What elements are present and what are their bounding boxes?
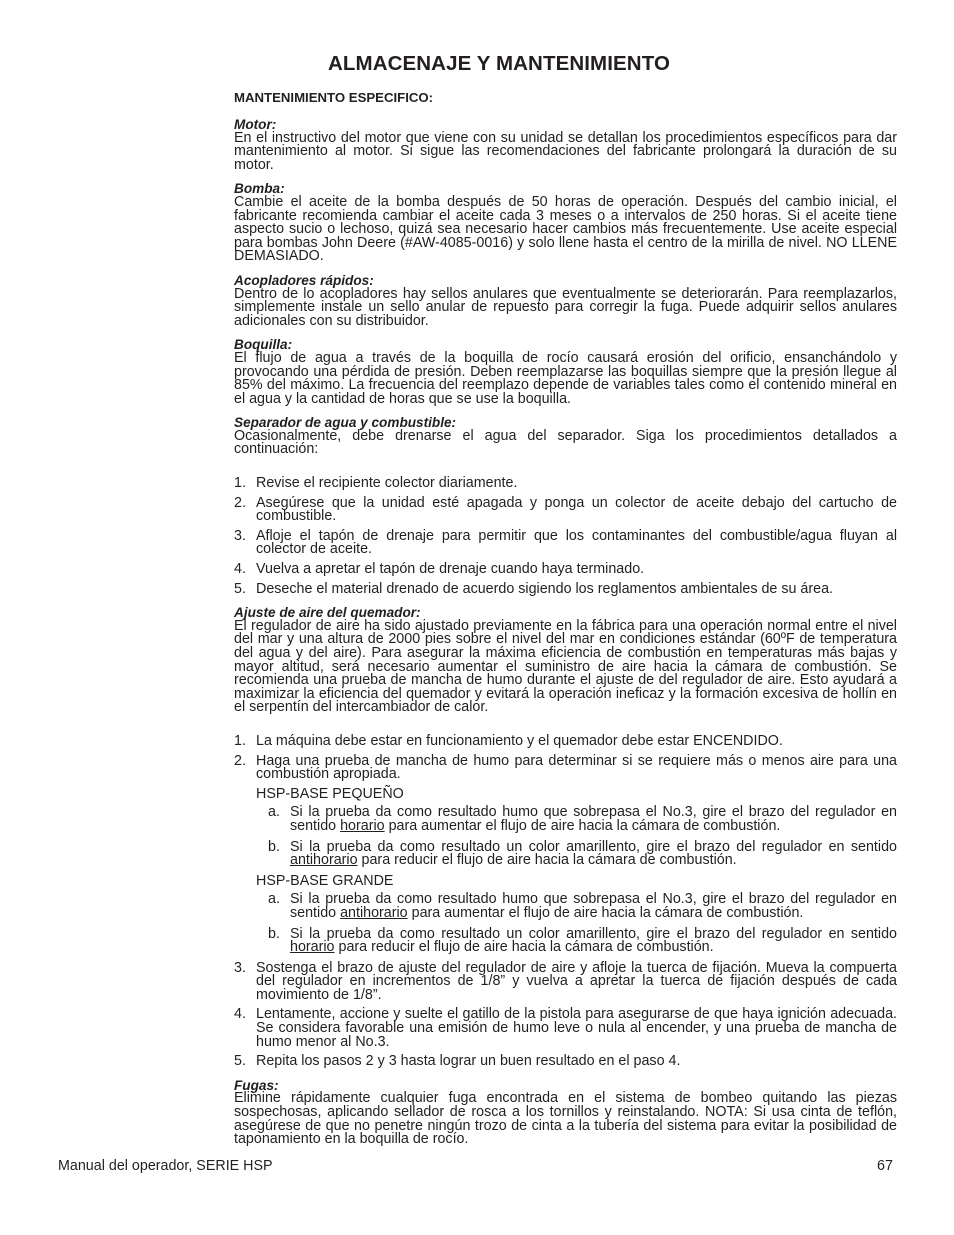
underlined-direction: horario	[290, 939, 335, 956]
step-text: Deseche el material drenado de acuerdo sigiendo los reglamentos ambientales de su área.	[256, 580, 833, 597]
list-item	[234, 477, 897, 491]
step-number: 4.	[234, 561, 246, 578]
list-item	[234, 752, 897, 956]
bomba-text: Cambie el aceite de la bomba después de 50 horas de operación. Después del cambio inicial, el fabricante recomienda cambiar el aceite cada 3 meses o a intervalos de 250 horas. Si el aceite tiene aspecto sucio o lechoso, quizá sea necesario hacer cambios más frecuentemente. Use aceite especial para bombas John Deere (#AW-4085-0016) y solo llene hasta el centro de la mirilla de nivel. NO LLENE DEMASIADO.	[234, 193, 897, 265]
step-number: 1.	[234, 475, 246, 492]
section-acopladores	[234, 274, 897, 328]
fugas-title: Fugas:	[234, 1077, 279, 1093]
sub-step-text: Si la prueba da como resultado humo que sobrepasa el No.3, gire el brazo del regulador en sentido	[290, 804, 897, 834]
page-content	[234, 90, 897, 1157]
sub-step-letter: a.	[268, 891, 280, 908]
sub-step-text: para reducir el flujo de aire hacia la cámara de combustión.	[357, 852, 737, 869]
section-quemador	[234, 606, 897, 1069]
page-number: 67	[877, 1158, 893, 1174]
underlined-direction: horario	[340, 817, 385, 834]
step-number: 3.	[234, 959, 246, 976]
pequeno-sub-steps	[256, 806, 897, 867]
underlined-direction: antihorario	[340, 904, 408, 921]
section-boquilla	[234, 338, 897, 406]
list-item	[234, 959, 897, 1003]
quemador-title: Ajuste de aire del quemador:	[234, 605, 421, 621]
acopladores-text: Dentro de lo acopladores hay sellos anulares que eventualmente se deteriorarán. Para reemplazarlos, simplemente instale un sello anular de repuesto para corregir la fuga. Puede adquirir sellos anulares adicionales con su distribuidor.	[234, 285, 897, 329]
sub-step-text: para reducir el flujo de aire hacia la cámara de combustión.	[334, 939, 714, 956]
list-item	[234, 563, 897, 577]
step-number: 5.	[234, 1053, 246, 1070]
step-text: Vuelva a apretar el tapón de drenaje cuando haya terminado.	[256, 561, 645, 578]
separador-text: Ocasionalmente, debe drenarse el agua del separador. Siga los procedimientos detallados a continuación:	[234, 427, 897, 458]
underlined-direction: antihorario	[290, 852, 358, 869]
list-item	[268, 838, 897, 869]
list-item	[234, 1008, 897, 1049]
sub-step-text: Si la prueba da como resultado humo que sobrepasa el No.3, gire el brazo del regulador en sentido	[290, 891, 897, 921]
sub-step-text: Si la prueba da como resultado un color amarillento, gire el brazo del regulador en sentido	[290, 838, 897, 855]
section-heading: MANTENIMIENTO ESPECIFICO:	[234, 90, 434, 105]
step-text: Haga una prueba de mancha de humo para determinar si se requiere más o menos aire para una combustión apropiada.	[256, 752, 897, 783]
sub-step-letter: b.	[268, 838, 280, 855]
step-number: 4.	[234, 1006, 246, 1023]
list-item	[234, 494, 897, 525]
list-item	[234, 580, 897, 597]
step-text: Lentamente, accione y suelte el gatillo de la pistola para asegurarse de que haya ignición adecuada. Se considera favorable una emisión de humo leve o nula al encender, y una prueba de mancha de humo menor al No.3.	[256, 1006, 897, 1050]
quemador-steps	[234, 732, 897, 1070]
step-number: 3.	[234, 527, 246, 544]
page-title: ALMACENAJE Y MANTENIMIENTO	[327, 52, 671, 75]
quemador-text: El regulador de aire ha sido ajustado previamente en la fábrica para una operación normal entre el nivel del mar y una altura de 2000 pies sobre el nivel del mar en condiciones estándar (60ºF de temperatura del agua y del aire). Para asegurar la máxima eficiencia de combustión en temperaturas más bajas y mayor altitud, será necesario aumentar el suministro de aire hacia la cámara de combustión. Se recomienda una prueba de mancha de humo durante el ajuste de del regulador de aire. Esto ayudará a maximizar la eficiencia del quemador y evitará la operación ineficaz y la formación excesiva de hollín en el serpentín del intercambiador de calor.	[234, 617, 897, 716]
separador-steps	[234, 477, 897, 596]
step-number: 5.	[234, 580, 246, 597]
grande-sub-steps	[256, 893, 897, 954]
sub-step-text: para aumentar el flujo de aire hacia la cámara de combustión.	[384, 817, 781, 834]
step-number: 2.	[234, 752, 246, 769]
motor-title: Motor:	[234, 117, 277, 132]
step-text: Sostenga el brazo de ajuste del regulador de aire y afloje la tuerca de fijación. Mueva la compuerta del regulador en incrementos de 1/8” y vuelva a apretar la tuerca de fijación después de cada movimiento de 1/8”.	[256, 959, 897, 1003]
footer-manual-title: Manual del operador, SERIE HSP	[58, 1158, 273, 1174]
sub-step-letter: a.	[268, 804, 280, 821]
fugas-text: Elimine rápidamente cualquier fuga encontrada en el sistema de bombeo quitando las piezas sospechosas, aplicando sellador de rosca a los tornillos y reinstalando. NOTA: Si usa cinta de teflón, asegúrese de que no penetre ningún trozo de cinta a la tubería del sistema para evitar la posibilidad de taponamiento en la boquilla de rocío.	[234, 1090, 897, 1148]
section-fugas	[234, 1079, 897, 1147]
hsp-base-pequeno-label: HSP-BASE PEQUEÑO	[256, 785, 404, 802]
boquilla-text: El flujo de agua a través de la boquilla de rocío causará erosión del orificio, ensanchándolo y provocando una pérdida de presión. Deben reemplazarse las boquillas siempre que la presión llegue al 85% del máximo. La frecuencia del reemplazo depende de variables tales como el contenido mineral en el agua y la cantidad de horas que se use la boquilla.	[234, 349, 897, 407]
list-item	[234, 527, 897, 558]
section-bomba	[234, 182, 897, 264]
list-item	[234, 732, 897, 749]
acopladores-title: Acopladores rápidos:	[234, 272, 374, 288]
bomba-title: Bomba:	[234, 181, 285, 197]
list-item	[234, 1055, 897, 1069]
hsp-base-grande-label: HSP-BASE GRANDE	[256, 872, 394, 889]
list-item	[268, 893, 897, 920]
list-item	[268, 806, 897, 833]
motor-text: En el instructivo del motor que viene con su unidad se detallan los procedimientos específicos para dar mantenimiento al motor. Si sigue las recomendaciones del fabricante prolongará la duración de su motor.	[234, 129, 897, 173]
step-text: La máquina debe estar en funcionamiento y el quemador debe estar ENCENDIDO.	[256, 732, 783, 749]
section-motor	[234, 118, 897, 172]
step-text: Repita los pasos 2 y 3 hasta lograr un buen resultado en el paso 4.	[256, 1053, 681, 1070]
list-item	[268, 925, 897, 956]
step-number: 1.	[234, 732, 246, 749]
step-text: Asegúrese que la unidad esté apagada y ponga un colector de aceite debajo del cartucho de combustible.	[256, 494, 897, 525]
sub-step-text: para aumentar el flujo de aire hacia la cámara de combustión.	[407, 904, 804, 921]
separador-title: Separador de agua y combustible:	[234, 415, 457, 431]
step-text: Revise el recipiente colector diariamente.	[256, 475, 518, 492]
section-separador	[234, 416, 897, 596]
step-text: Afloje el tapón de drenaje para permitir que los contaminantes del combustible/agua fluyan al colector de aceite.	[256, 527, 897, 558]
boquilla-title: Boquilla:	[234, 337, 293, 353]
sub-step-letter: b.	[268, 925, 280, 942]
step-number: 2.	[234, 494, 246, 511]
sub-step-text: Si la prueba da como resultado un color amarillento, gire el brazo del regulador en sentido	[290, 925, 897, 942]
